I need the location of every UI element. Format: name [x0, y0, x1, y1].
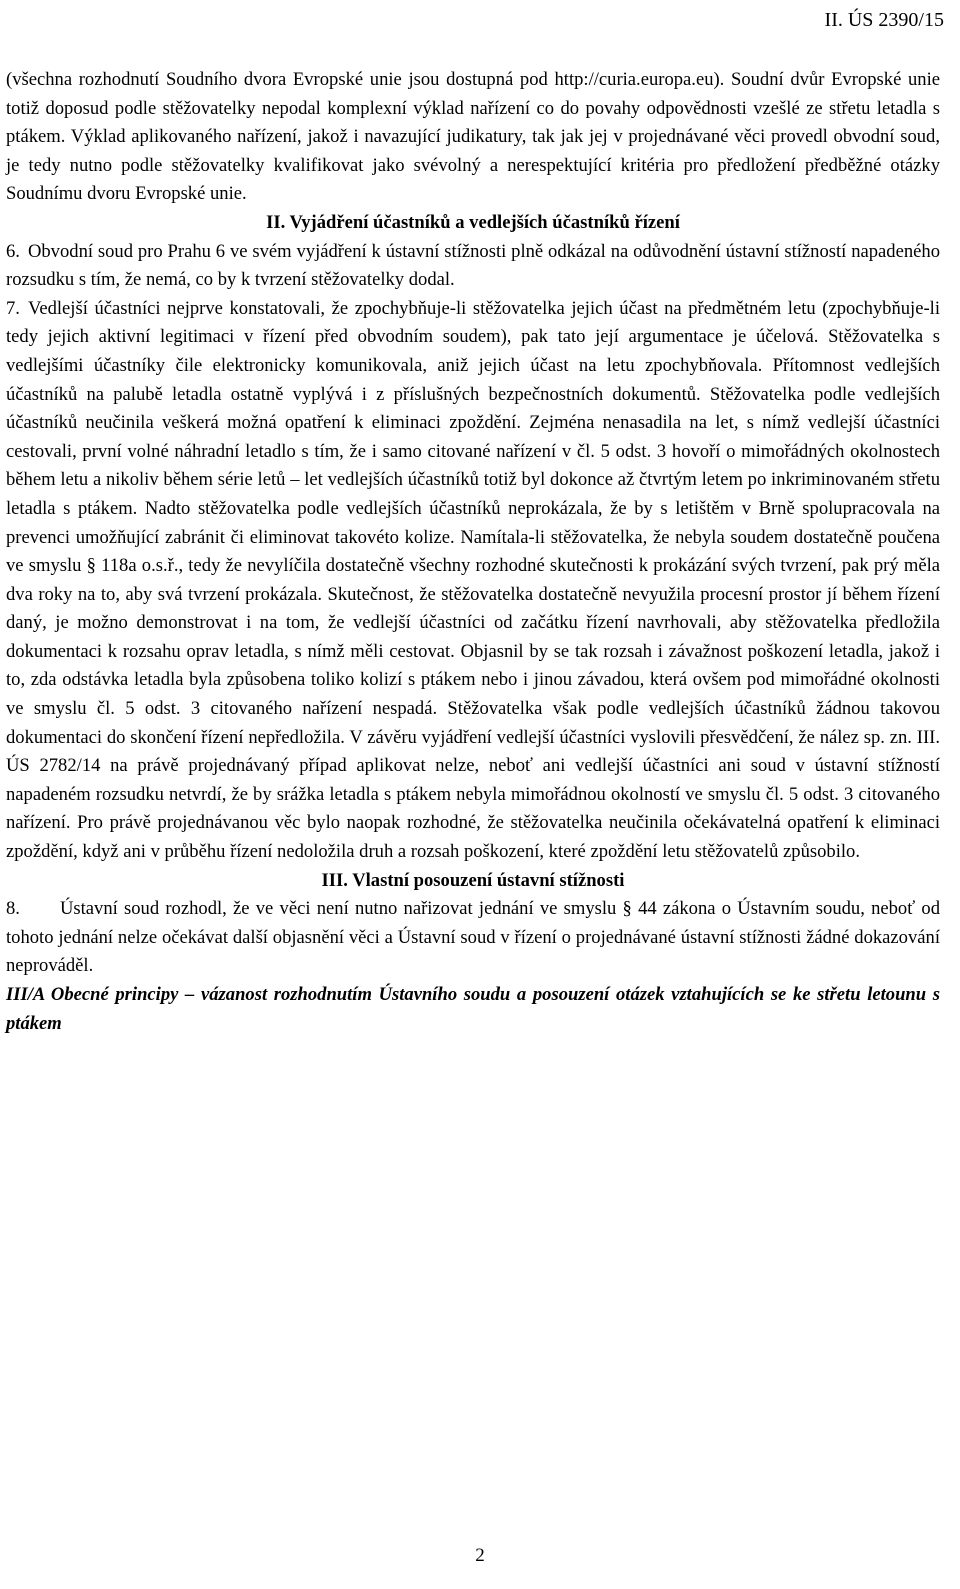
paragraph-7: [6, 295, 940, 867]
section-heading-participants: II. Vyjádření účastníků a vedlejších účastníků řízení: [266, 211, 680, 233]
section-heading-assessment: III. Vlastní posouzení ústavní stížnosti: [321, 869, 625, 891]
paragraph-number: 7.: [6, 297, 20, 319]
paragraph-8: [6, 895, 940, 981]
paragraph-text: Vedlejší účastníci nejprve konstatovali, že zpochybňuje-li stěžovatelka jejich účast na předmětném letu (zpochybňuje-li tedy jejich aktivní legitimaci v řízení před obvodním soudem), pak tato její argumentace je účelová. Stěžovatelka s vedlejšími účastníky čile elektronicky komunikovala, aniž jejich účast na letu zpochybňovala. Přítomnost vedlejších účastníků na palubě letadla ostatně vyplývá i z příslušných bezpečnostních dokumentů. Stěžovatelka podle vedlejších účastníků neučinila veškerá možná opatření k eliminaci zpoždění. Zejména nenasadila na let, s nímž vedlejší účastníci cestovali, první volné náhradní letadlo s tím, že i samo citované nařízení v čl. 5 odst. 3 hovoří o mimořádných okolnostech během letu a nikoliv během série letů – let vedlejších účastníků totiž byl dokonce až čtvrtým letem po inkriminovaném střetu letadla s ptákem. Nadto stěžovatelka podle vedlejších účastníků neprokázala, že by s letištěm v Brně spolupracovala na prevenci umožňující zabránit či eliminovat takovéto kolize. Namítala-li stěžovatelka, že nebyla soudem dostatečně poučena ve smyslu § 118a o.s.ř., tedy že nevylíčila dostatečně všechny rozhodné skutečnosti k prokázání svých tvrzení, pak prý měla dva roky na to, aby svá tvrzení prokázala. Skutečnost, že stěžovatelka dostatečně nevyužila procesní prostor jí během řízení daný, je možno demonstrovat i na tom, že vedlejší účastníci od začátku řízení navrhovali, aby stěžovatelka předložila dokumentaci k rozsahu oprav letadla, s nímž měli cestovat. Objasnil by se tak rozsah i závažnost poškození letadla, jakož i to, zda odstávka letadla byla způsobena toliko kolizí s ptákem nebo i jinou závadou, která ovšem pod mimořádné okolnosti ve smyslu čl. 5 odst. 3 citovaného nařízení nespadá. Stěžovatelka však podle vedlejších účastníků žádnou takovou dokumentaci do skončení řízení nepředložila. V závěru vyjádření vedlejší účastníci vyslovili přesvědčení, že nález sp. zn. III. ÚS 2782/14 na právě projednávaný případ aplikovat nelze, neboť ani vedlejší účastníci ani soud v ústavní stížností napadeném rozsudku netvrdí, že by srážka letadla s ptákem nebyla mimořádnou okolností ve smyslu čl. 5 odst. 3 citovaného nařízení. Pro právě projednávanou věc bylo naopak rozhodné, že stěžovatelka neučinila očekávatelná opatření k eliminaci zpoždění, když ani v průběhu řízení nedoložila druh a rozsah poškození, které zpoždění letu stěžovatelů způsobilo.: [6, 297, 940, 863]
intro-paragraph: (všechna rozhodnutí Soudního dvora Evropské unie jsou dostupná pod http://curia.europa.eu). Soudní dvůr Evropské unie totiž doposud podle stěžovatelky nepodal komplexní výklad nařízení co do povahy odpovědnosti vzešlé ze střetu letadla s ptákem. Výklad aplikovaného nařízení, jakož i navazující judikatury, tak jak jej v projednávané věci provedl obvodní soud, je tedy nutno podle stěžovatelky kvalifikovat jako svévolný a nerespektující kritéria pro předložení předběžné otázky Soudnímu dvoru Evropské unie.: [6, 69, 940, 205]
paragraph-number: 6.: [6, 240, 20, 262]
paragraph-text: Ústavní soud rozhodl, že ve věci není nutno nařizovat jednání ve smyslu § 44 zákona o Ústavním soudu, neboť od tohoto jednání nelze očekávat další objasnění věci a Ústavní soud v řízení o projednávané ústavní stížnosti žádné dokazování neprováděl.: [6, 898, 940, 977]
case-reference: II. ÚS 2390/15: [824, 9, 944, 31]
paragraph-text: Obvodní soud pro Prahu 6 ve svém vyjádření k ústavní stížnosti plně odkázal na odůvodnění ústavní stížností napadeného rozsudku s tím, že nemá, co by k tvrzení stěžovatelky dodal.: [6, 240, 940, 291]
page-number: 2: [475, 1545, 485, 1566]
document-body: [6, 66, 940, 1038]
subsection-heading: III/A Obecné principy – vázanost rozhodnutím Ústavního soudu a posouzení otázek vztahujících se ke střetu letounu s ptákem: [6, 984, 940, 1034]
paragraph-number: 8.: [6, 898, 20, 920]
paragraph-6: [6, 238, 940, 295]
